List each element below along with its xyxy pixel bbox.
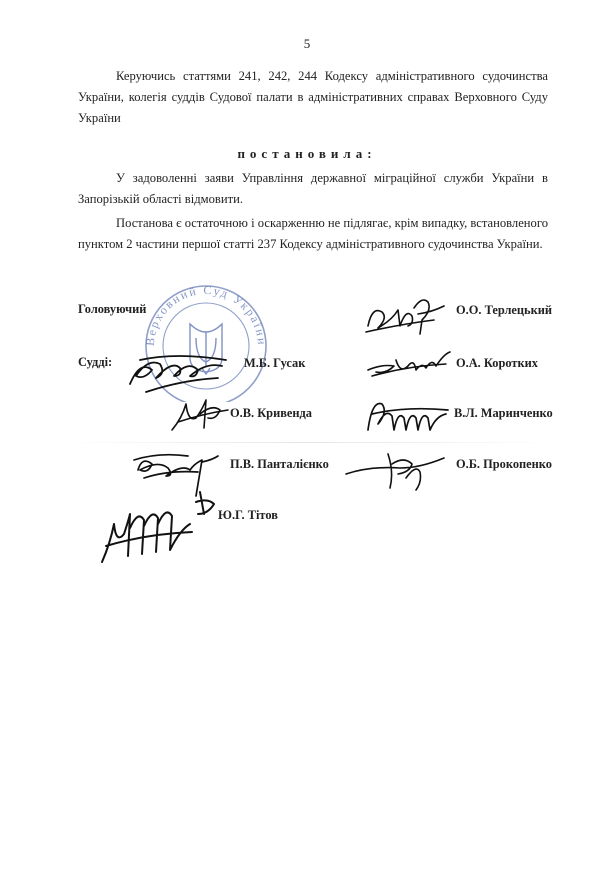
paragraph-text: Постанова є остаточною і оскарженню не підлягає, крім випадку, встановленого пунктом 2 частини першої статті 237 Кодексу адміністративного судочинства України.: [78, 216, 548, 251]
seal-text: Верховний Суд України: [142, 282, 270, 347]
judge-name-kryvenda: О.В. Кривенда: [230, 406, 313, 420]
resolution-heading: постановила:: [237, 146, 377, 161]
signature-prokopenko: [340, 444, 454, 498]
judge-name-pantalienko: П.В. Панталієнко: [230, 457, 329, 471]
signature-korotkykh: [364, 344, 456, 380]
judge-name-korotkykh: О.А. Коротких: [456, 356, 538, 370]
paragraph-finality: [78, 213, 548, 255]
judge-name-titov: Ю.Г. Тітов: [218, 508, 278, 522]
paper-fold-line: [60, 442, 560, 443]
signature-terletskyi: [362, 290, 454, 340]
signature-titov: [96, 484, 224, 570]
presiding-label: Головуючий: [78, 302, 147, 316]
paragraph-text: У задоволенні заяви Управління державної міграційної служби України в Запорізькій області відмовити.: [78, 171, 548, 206]
paragraph-preamble: [78, 66, 548, 129]
signature-kryvenda: [166, 392, 236, 438]
signature-husak: [126, 340, 236, 400]
judge-name-prokopenko: О.Б. Прокопенко: [456, 457, 552, 471]
signature-marynchenko: [362, 390, 454, 440]
judge-name-husak: М.Б. Гусак: [244, 356, 306, 370]
page-number: 5: [303, 36, 311, 51]
judges-label: Судді:: [78, 355, 113, 369]
judge-name-marynchenko: В.Л. Маринченко: [454, 406, 553, 420]
judge-name-terletskyi: О.О. Терлецький: [456, 303, 553, 317]
paragraph-decision: [78, 168, 548, 210]
paragraph-text: Керуючись статтями 241, 242, 244 Кодексу адміністративного судочинства України, колегія суддів Судової палати в адміністративних справах Верховного Суду України: [78, 69, 548, 125]
